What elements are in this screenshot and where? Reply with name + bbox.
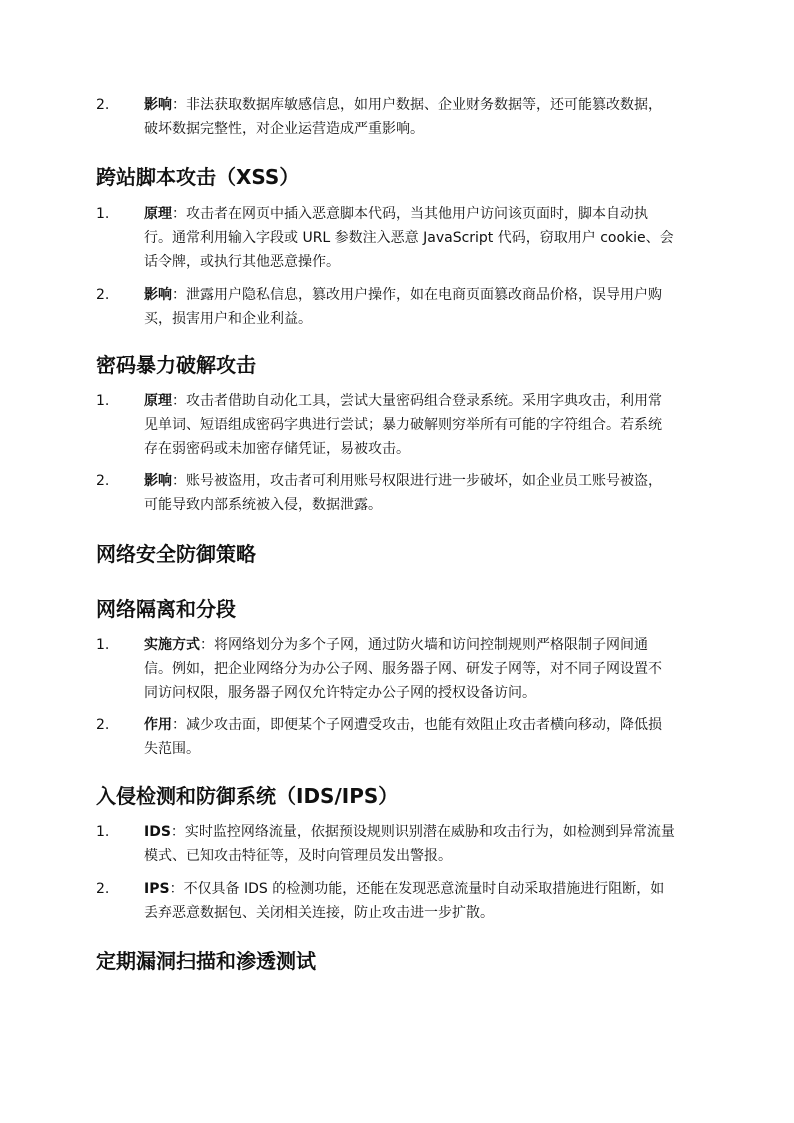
list-number: 1. — [96, 206, 110, 222]
item-separator: ： — [172, 206, 186, 222]
text-line: 丢弃恶意数据包、关闭相关连接，防止攻击进一步扩散。 — [144, 905, 494, 921]
section-heading-ids-ips: 入侵检测和防御系统（IDS/IPS） — [96, 784, 399, 808]
item-label: 影响 — [144, 473, 172, 489]
text-line: 存在弱密码或未加密存储凭证，易被攻击。 — [144, 441, 410, 457]
item-separator: ： — [169, 881, 184, 897]
list-item-text — [144, 469, 700, 517]
item-separator: ： — [200, 637, 214, 653]
text-line: 行。通常利用输入字段或 URL 参数注入恶意 JavaScript 代码，窃取用户 cookie、会 — [144, 230, 674, 246]
text-line: 不仅具备 IDS 的检测功能，还能在发现恶意流量时自动采取措施进行阻断，如 — [183, 881, 665, 897]
text-line: 非法获取数据库敏感信息，如用户数据、企业财务数据等，还可能篡改数据， — [186, 97, 662, 113]
list-item-text — [144, 877, 700, 925]
item-separator: ： — [170, 824, 185, 840]
section-heading-defense: 网络安全防御策略 — [96, 542, 256, 566]
item-label: IPS — [144, 881, 170, 897]
section-heading-isolation: 网络隔离和分段 — [96, 597, 236, 621]
text-line: 攻击者借助自动化工具，尝试大量密码组合登录系统。采用字典攻击，利用常 — [186, 393, 662, 409]
section-heading-brute-force: 密码暴力破解攻击 — [96, 353, 256, 377]
list-number: 2. — [96, 473, 110, 489]
item-label: 影响 — [144, 97, 172, 113]
list-number: 2. — [96, 881, 110, 897]
item-label: 影响 — [144, 287, 172, 303]
text-line: 减少攻击面，即便某个子网遭受攻击，也能有效阻止攻击者横向移动，降低损 — [186, 717, 662, 733]
list-number: 2. — [96, 717, 110, 733]
list-item-text — [144, 389, 700, 461]
list-number: 1. — [96, 824, 110, 840]
text-line: 同访问权限，服务器子网仅允许特定办公子网的授权设备访问。 — [144, 685, 536, 701]
list-item-text — [144, 820, 700, 868]
list-item-text — [144, 93, 700, 141]
text-line: 实时监控网络流量，依据预设规则识别潜在威胁和攻击行为，如检测到异常流量 — [184, 824, 675, 840]
section-heading-xss: 跨站脚本攻击（XSS） — [96, 165, 300, 189]
text-line: 泄露用户隐私信息，篡改用户操作，如在电商页面篡改商品价格，误导用户购 — [186, 287, 662, 303]
list-number: 2. — [96, 287, 110, 303]
list-item-text — [144, 713, 700, 761]
item-label: 作用 — [144, 717, 172, 733]
text-line: 信。例如，把企业网络分为办公子网、服务器子网、研发子网等，对不同子网设置不 — [144, 661, 662, 677]
text-line: 破坏数据完整性，对企业运营造成严重影响。 — [144, 121, 424, 137]
text-line: 买，损害用户和企业利益。 — [144, 311, 312, 327]
list-item-text — [144, 633, 700, 705]
text-line: 模式、已知攻击特征等，及时向管理员发出警报。 — [144, 848, 452, 864]
list-number: 2. — [96, 97, 110, 113]
item-label: IDS — [144, 824, 171, 840]
item-separator: ： — [172, 97, 186, 113]
item-label: 原理 — [144, 206, 172, 222]
item-separator: ： — [172, 393, 186, 409]
item-separator: ： — [172, 717, 186, 733]
text-line: 将网络划分为多个子网，通过防火墙和访问控制规则严格限制子网间通 — [214, 637, 648, 653]
list-number: 1. — [96, 393, 110, 409]
text-line: 话令牌，或执行其他恶意操作。 — [144, 254, 340, 270]
text-line: 失范围。 — [144, 741, 200, 757]
item-label: 原理 — [144, 393, 172, 409]
list-number: 1. — [96, 637, 110, 653]
text-line: 见单词、短语组成密码字典进行尝试；暴力破解则穷举所有可能的字符组合。若系统 — [144, 417, 662, 433]
text-line: 可能导致内部系统被入侵，数据泄露。 — [144, 497, 382, 513]
list-item-text — [144, 283, 700, 331]
item-separator: ： — [172, 287, 186, 303]
section-heading-scanning: 定期漏洞扫描和渗透测试 — [96, 949, 316, 973]
item-label: 实施方式 — [144, 637, 200, 653]
text-line: 账号被盗用，攻击者可利用账号权限进行进一步破坏，如企业员工账号被盗， — [186, 473, 662, 489]
text-line: 攻击者在网页中插入恶意脚本代码，当其他用户访问该页面时，脚本自动执 — [186, 206, 648, 222]
list-item-text — [144, 202, 700, 274]
item-separator: ： — [172, 473, 186, 489]
